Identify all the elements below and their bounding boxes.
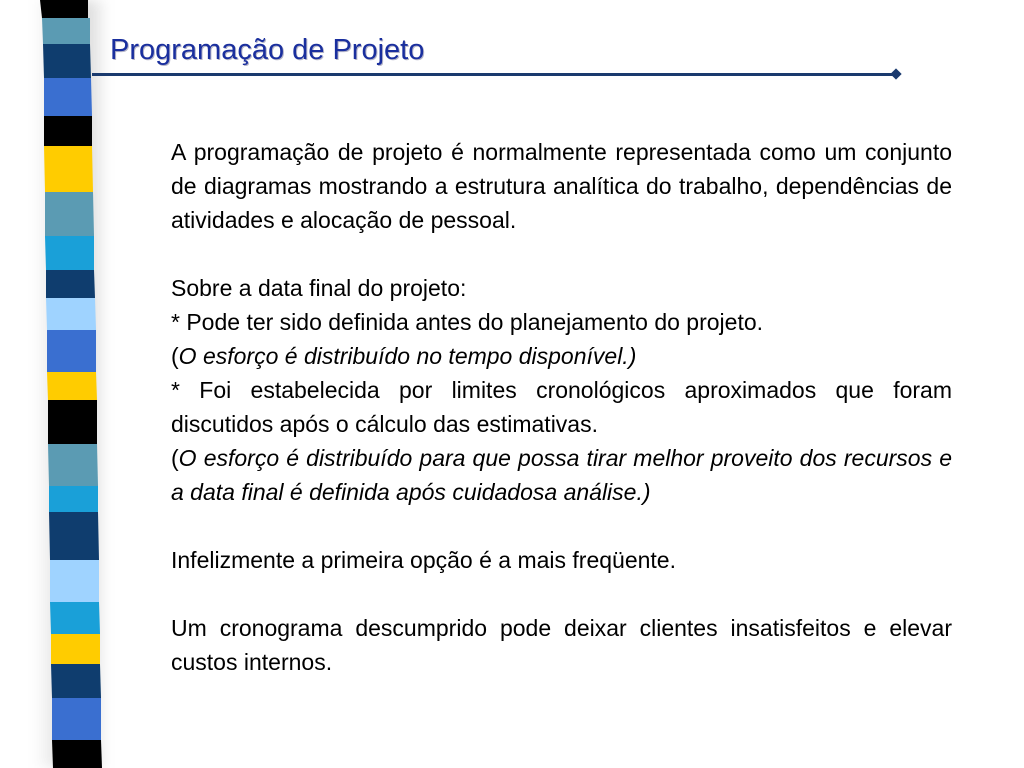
stripe-band — [52, 740, 102, 768]
note-open-paren: ( — [171, 343, 179, 369]
slide-title: Programação de Projeto — [110, 34, 425, 66]
stripe-band — [46, 298, 96, 330]
stripe-band — [44, 78, 92, 116]
stripe-band — [47, 372, 97, 400]
note-text: O esforço é distribuído no tempo disponível.) — [178, 343, 637, 369]
stripe-band — [45, 192, 94, 236]
title-underline — [92, 73, 898, 76]
title-underline-diamond — [890, 68, 901, 79]
stripe-band — [45, 236, 94, 270]
stripe-band — [49, 486, 98, 512]
stripe-band — [44, 146, 93, 192]
note-text: O esforço é distribuído para que possa tirar melhor proveito dos recursos e a data final é definida após cuidadosa análise.) — [171, 445, 952, 505]
stripe-band — [46, 270, 95, 298]
paragraph-deadline-heading: Sobre a data final do projeto: — [171, 275, 467, 301]
deadline-option-2: * Foi estabelecida por limites cronológicos aproximados que foram discutidos após o cálculo das estimativas. — [171, 377, 952, 437]
deadline-option-2-note — [171, 441, 952, 509]
stripe-band — [44, 116, 92, 146]
stripe-band — [50, 602, 100, 634]
paragraph-intro: A programação de projeto é normalmente representada como um conjunto de diagramas mostrando a estrutura analítica do trabalho, dependências de atividades e alocação de pessoal. — [171, 139, 952, 233]
note-open-paren: ( — [171, 445, 179, 471]
stripe-band — [51, 634, 100, 664]
deadline-option-1: * Pode ter sido definida antes do planejamento do projeto. — [171, 309, 764, 335]
stripe-band — [52, 698, 101, 740]
stripe-band — [48, 400, 97, 444]
paragraph-conclusion: Um cronograma descumprido pode deixar clientes insatisfeitos e elevar custos internos. — [171, 615, 952, 675]
paragraph-gap — [171, 237, 952, 271]
stripe-band — [42, 18, 90, 44]
stripe-band — [47, 330, 96, 372]
paragraph-gap — [171, 509, 952, 543]
stripe-band — [51, 664, 101, 698]
stripe-band — [50, 560, 99, 602]
slide-body — [171, 135, 952, 679]
stripe-band — [48, 444, 98, 486]
deadline-option-1-note — [171, 339, 952, 373]
stripe-band — [40, 0, 88, 18]
paragraph-unfortunately: Infelizmente a primeira opção é a mais freqüente. — [171, 547, 676, 573]
decorative-color-stripe — [30, 0, 126, 768]
stripe-band — [49, 512, 99, 560]
stripe-band — [43, 44, 91, 78]
paragraph-gap — [171, 577, 952, 611]
